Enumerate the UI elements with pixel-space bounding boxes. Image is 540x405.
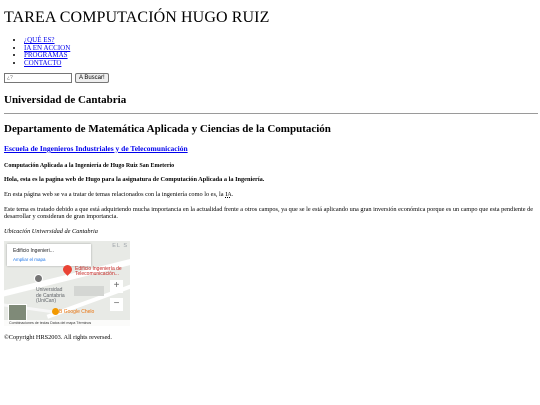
nav-item-contacto xyxy=(24,60,538,68)
nav-item-ia-en-accion xyxy=(24,45,538,53)
location-caption: Ubicación Universidad de Cantabria xyxy=(4,228,98,236)
school-heading xyxy=(4,144,538,153)
nav-link-contacto[interactable]: CONTACTO xyxy=(24,58,62,67)
map-info-card xyxy=(7,244,91,266)
search-form xyxy=(4,73,538,83)
map-enlarge-link[interactable]: Ampliar el mapa xyxy=(13,256,46,262)
intro-paragraph xyxy=(4,176,538,184)
embedded-map[interactable] xyxy=(4,241,130,326)
university-heading: Universidad de Cantabria xyxy=(4,94,127,106)
pin-label-line: Edificio Ingeniería de xyxy=(75,265,122,272)
importance-paragraph: Este tema es tratado debido a que está adquiriendo mucha importancia en la actualidad frente a otros campos, ya que se le está aplicando una gran inversión económica porque es un campo que esta pendiente de desarrollar y consideran de gran importancia. xyxy=(4,205,534,221)
ia-abbreviation: IA xyxy=(225,190,232,198)
pin-label-line: Telecomunicación... xyxy=(75,271,119,278)
cafe-label: B Google Chelo xyxy=(59,308,95,315)
map-card-title: Edificio Ingenieri... xyxy=(13,247,54,254)
department-heading: Departamento de Matemática Aplicada y Ciencias de la Computación xyxy=(4,123,331,135)
uni-label-line: (UniCan) xyxy=(36,298,57,305)
topic-paragraph xyxy=(4,191,538,199)
satellite-toggle-thumbnail[interactable] xyxy=(8,304,27,321)
page-title: TAREA COMPUTACIÓN HUGO RUIZ xyxy=(4,9,270,26)
map-footer: Combinaciones de teclas Datos del mapa Términos xyxy=(4,320,130,326)
intro-end: . xyxy=(262,176,265,183)
topic-end: . xyxy=(231,190,234,198)
search-input[interactable] xyxy=(4,73,72,83)
school-link[interactable]: Escuela de Ingenieros Industriales y de Telecomunicación xyxy=(4,144,188,153)
course-subtitle: Computación Aplicada a la Ingeniería de Hugo Ruiz San Emeterio xyxy=(4,163,175,169)
pin-label xyxy=(75,267,122,278)
nav-item-programas xyxy=(24,52,538,60)
nav-link-ia-en-accion[interactable]: IA EN ACCION xyxy=(24,43,71,52)
search-button[interactable]: A Buscar! xyxy=(75,73,109,83)
copyright-text: ©Copyright HRS2003. All rights reversed. xyxy=(4,333,112,341)
university-map-label xyxy=(36,288,65,305)
uni-label-line: de Cantabria xyxy=(36,292,65,299)
page xyxy=(4,0,538,342)
uni-label-line: Universidad xyxy=(36,286,63,293)
nav-item-que-es xyxy=(24,37,538,45)
zoom-out-button[interactable]: − xyxy=(110,298,123,311)
map-area-label: EL S xyxy=(112,242,128,249)
cafe-marker-icon[interactable] xyxy=(52,308,59,315)
zoom-in-button[interactable]: + xyxy=(110,280,123,293)
topic-text: En esta página web se va a tratar de temas relacionados con la ingeniería como lo es, la xyxy=(4,190,226,198)
intro-text: Hola, esta es la pagina web de Hugo para la asignatura de Computación Aplicada a la Ingeniería xyxy=(4,176,263,183)
nav-menu xyxy=(4,37,538,67)
map-building xyxy=(74,286,104,296)
nav-link-programas[interactable]: PROGRAMAS xyxy=(24,51,68,59)
nav-link-que-es[interactable]: ¿QUÉ ES? xyxy=(24,36,55,44)
university-marker-icon[interactable] xyxy=(34,274,43,283)
divider xyxy=(4,113,538,114)
